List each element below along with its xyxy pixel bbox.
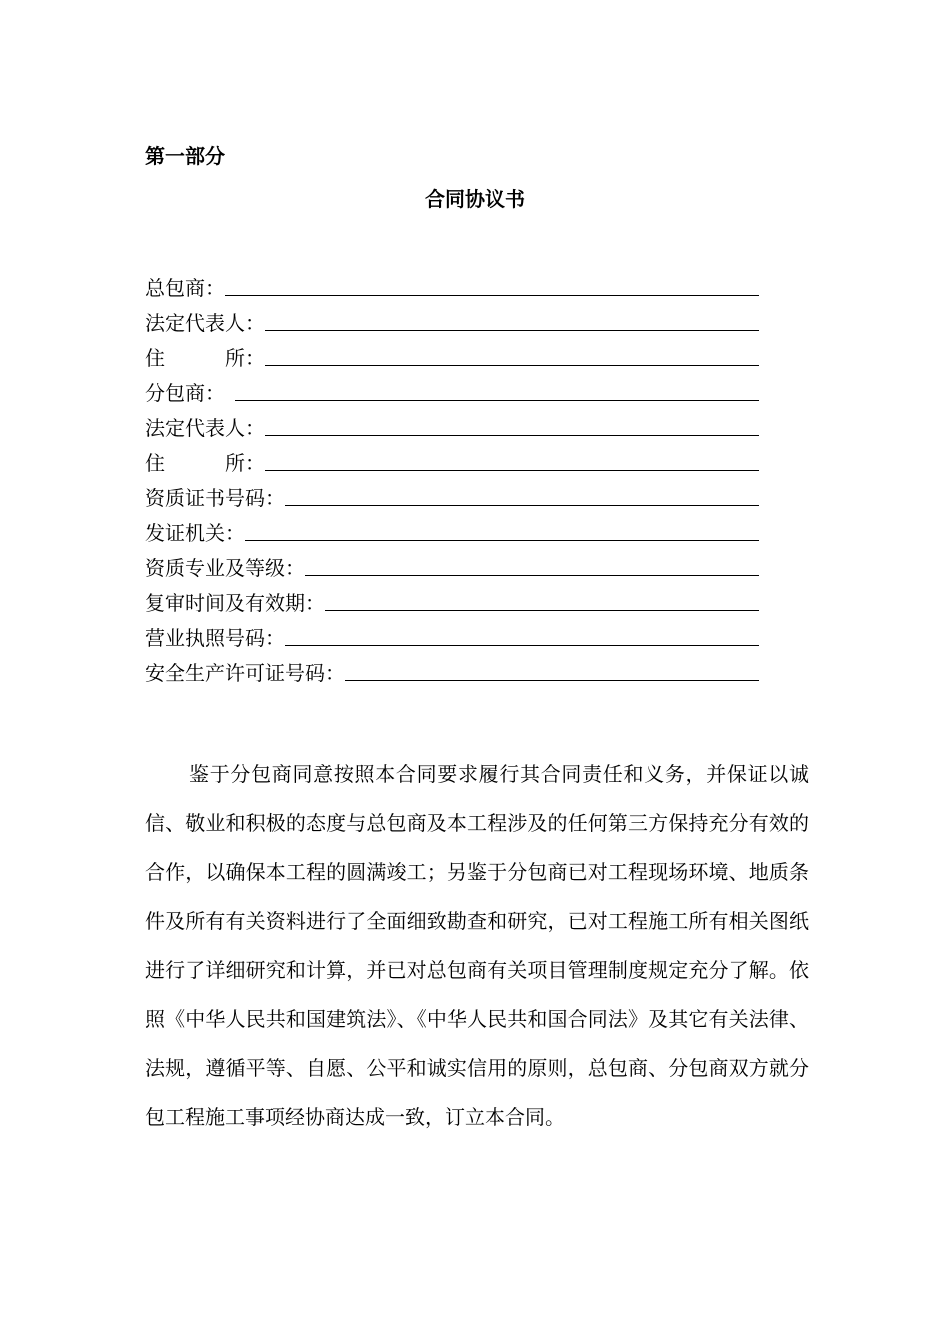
blank-line [265,445,759,471]
field-label: 安全生产许可证号码： [145,661,345,685]
field-qualification-certificate-number [145,476,759,511]
field-label: 总包商： [145,276,225,300]
field-label: 资质专业及等级： [145,556,305,580]
blank-line [265,305,759,331]
field-qualification-specialty-grade [145,546,759,581]
document-title: 合同协议书 [425,187,525,211]
field-gc-address [145,336,759,371]
field-sc-legal-representative [145,406,759,441]
field-sc-address [145,441,759,476]
field-general-contractor [145,266,759,301]
party-info-fields [145,266,759,686]
blank-line [245,515,759,541]
blank-line [325,585,759,611]
blank-line [265,410,759,436]
field-review-time-validity [145,581,759,616]
field-safety-production-license-number [145,651,759,686]
blank-line [305,550,759,576]
field-issuing-authority [145,511,759,546]
field-label: 住 所： [145,451,265,475]
field-label: 分包商： [145,381,235,405]
field-label: 发证机关： [145,521,245,545]
field-subcontractor [145,371,759,406]
blank-line [285,620,759,646]
field-business-license-number [145,616,759,651]
blank-line [285,480,759,506]
field-label: 法定代表人： [145,311,265,335]
field-gc-legal-representative [145,301,759,336]
blank-line [235,375,759,401]
field-label: 复审时间及有效期： [145,591,325,615]
field-label: 法定代表人： [145,416,265,440]
field-label: 营业执照号码： [145,626,285,650]
blank-line [265,340,759,366]
part-title: 第一部分 [145,144,225,168]
blank-line [225,270,759,296]
field-label: 住 所： [145,346,265,370]
agreement-preamble-paragraph: 鉴于分包商同意按照本合同要求履行其合同责任和义务，并保证以诚信、敬业和积极的态度与总包商及本工程涉及的任何第三方保持充分有效的合作，以确保本工程的圆满竣工；另鉴于分包商已对工程现场环境、地质条件及所有有关资料进行了全面细致勘查和研究，已对工程施工所有相关图纸进行了详细研究和计算，并已对总包商有关项目管理制度规定充分了解。依照《中华人民共和国建筑法》、《中华人民共和国合同法》及其它有关法律、法规，遵循平等、自愿、公平和诚实信用的原则，总包商、分包商双方就分包工程施工事项经协商达成一致，订立本合同。 [145,762,809,1129]
blank-line [345,655,759,681]
field-label: 资质证书号码： [145,486,285,510]
